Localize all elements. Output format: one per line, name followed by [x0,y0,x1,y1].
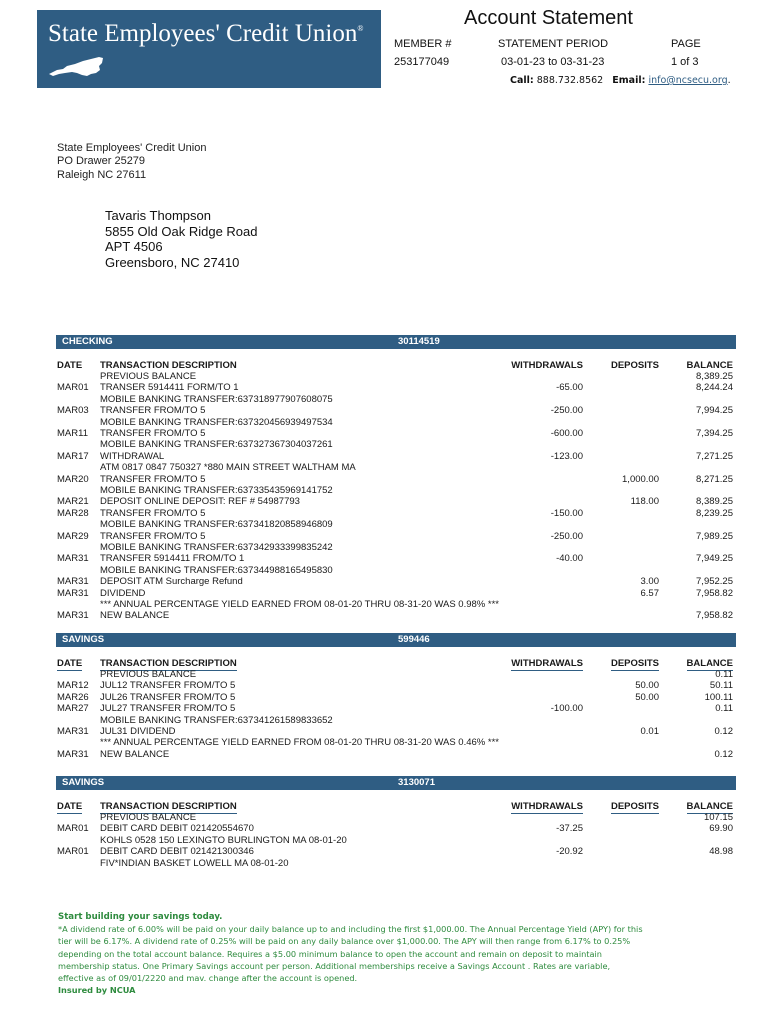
transaction-date: MAR31 [57,553,89,565]
transaction-balance: 0.12 [714,748,733,760]
email-label: Email: [612,75,646,86]
transaction-row [57,835,737,847]
transaction-description: TRANSER 5914411 FORM/TO 1 [100,382,239,394]
transaction-date: MAR27 [57,703,89,715]
transaction-date: MAR31 [57,610,89,622]
transaction-description: PREVIOUS BALANCE [100,812,197,823]
transaction-balance: 8,389.25 [696,496,733,508]
transaction-withdrawal: -150.00 [550,507,583,519]
transaction-row [57,565,737,577]
transaction-description: WITHDRAWAL [100,450,165,462]
transaction-row [57,553,737,565]
transaction-deposit: 6.57 [640,587,659,599]
transaction-date: MAR31 [57,748,89,760]
member-number-label: MEMBER # [394,38,452,50]
transaction-description: JUL31 DIVIDEND [100,726,176,737]
page-label: PAGE [671,38,701,50]
transaction-date: MAR28 [57,507,89,519]
transaction-balance: 7,952.25 [696,576,733,588]
transaction-withdrawal: -65.00 [556,382,583,394]
column-deposits: DEPOSITS [610,658,659,669]
transaction-description: DEPOSIT ATM Surcharge Refund [100,576,243,588]
transaction-description: KOHLS 0528 150 LEXINGTO BURLINGTON MA 08-01-20 [100,834,347,846]
statement-title: Account Statement [464,7,633,29]
section-name: CHECKING [62,336,113,347]
transaction-date: MAR12 [57,680,89,692]
transaction-withdrawal: -20.92 [556,846,583,858]
return-address-line-2: PO Drawer 25279 [57,155,146,167]
column-balance: BALANCE [686,360,733,371]
transaction-description: MOBILE BANKING TRANSFER:637344988165495830 [100,564,333,576]
statement-period-value: 03-01-23 to 03-31-23 [501,56,605,68]
transaction-description: FIV*INDIAN BASKET LOWELL MA 08-01-20 [100,857,289,869]
transaction-description: MOBILE BANKING TRANSFER:637335435969141752 [100,485,333,496]
transaction-deposit: 50.00 [635,691,659,703]
section-name: SAVINGS [62,777,105,788]
column-withdrawals: WITHDRAWALS [511,658,583,669]
transaction-row [57,588,737,600]
email-suffix: . [727,75,731,86]
column-deposits: DEPOSITS [610,360,659,371]
transaction-date: MAR03 [57,405,89,417]
transaction-deposit: 0.01 [640,726,659,737]
transaction-description: TRANSFER FROM/TO 5 [100,530,206,542]
column-deposits: DEPOSITS [610,801,659,812]
transaction-balance: 7,394.25 [696,428,733,439]
transaction-row [57,382,737,394]
recipient-unit: APT 4506 [105,239,163,254]
recipient-name: Tavaris Thompson [105,208,211,223]
transaction-balance: 7,949.25 [696,553,733,565]
transaction-date: MAR01 [57,846,89,858]
transaction-date: MAR21 [57,496,89,508]
savings-disclosure [58,911,648,996]
transaction-description: NEW BALANCE [100,748,170,760]
transaction-description: TRANSFER FROM/TO 5 [100,428,206,439]
transaction-date: MAR01 [57,382,89,394]
call-number: 888.732.8562 [536,75,604,86]
transaction-row [57,485,737,497]
transaction-row [57,417,737,429]
recipient-street: 5855 Old Oak Ridge Road [105,224,258,239]
insured-note: Insured by NCUA [58,985,136,996]
transaction-description: JUL12 TRANSFER FROM/TO 5 [100,680,236,692]
transaction-date: MAR31 [57,576,89,588]
transaction-row [57,749,737,761]
column-date: DATE [57,360,83,371]
transaction-balance: 69.90 [709,823,733,835]
transaction-balance: 7,994.25 [696,405,733,417]
transaction-withdrawal: -250.00 [550,405,583,417]
transaction-row [57,439,737,451]
column-date: DATE [57,658,83,669]
transaction-description: JUL26 TRANSFER FROM/TO 5 [100,691,236,703]
transaction-description: MOBILE BANKING TRANSFER:637342933399835242 [100,542,333,553]
page-value: 1 of 3 [671,56,699,68]
column-withdrawals: WITHDRAWALS [511,360,583,371]
transaction-description: MOBILE BANKING TRANSFER:637341261589833652 [100,714,333,726]
transaction-row [57,715,737,727]
member-number-value: 253177049 [394,56,450,68]
transaction-balance: 107.15 [703,812,733,823]
transaction-row [57,462,737,474]
transaction-withdrawal: -250.00 [550,530,583,542]
transaction-description: ATM 0817 0847 750327 *880 MAIN STREET WALTHAM MA [100,462,356,474]
transaction-description: NEW BALANCE [100,610,170,622]
transaction-row [57,542,737,554]
transaction-balance: 50.11 [709,680,733,692]
disclosure-body: *A dividend rate of 6.00% will be paid on your daily balance up to and including the first $1,000.00. The Annual Percentage Yield (APY) for this tier will be 6.17%. A dividend rate of 0.25% will be paid on any daily balance over $1,000.00. The APY will then range from 6.17% to 0.25% depending on the total account balance. Requires a $5.00 minimum balance to open the account and remain on deposit to maintain membership status. One Primary Savings account per person. Additional memberships receive a Savings Account . Rates are variable, effective as of 09/01/2220 and mav. change after the account is opened. [58,924,643,984]
transaction-row [57,812,737,824]
transaction-withdrawal: -100.00 [550,703,583,715]
transaction-description: DIVIDEND [100,587,146,599]
return-address-line-3: Raleigh NC 27611 [57,169,147,181]
column-balance: BALANCE [686,801,733,812]
transaction-balance: 48.98 [709,846,733,858]
transaction-balance: 8,271.25 [696,473,733,485]
transaction-balance: 7,958.82 [696,610,733,622]
column-withdrawals: WITHDRAWALS [511,801,583,812]
column-description: TRANSACTION DESCRIPTION [100,658,237,669]
transaction-row [57,371,737,383]
column-description: TRANSACTION DESCRIPTION [100,360,237,371]
transaction-balance: 100.11 [704,691,733,703]
transaction-date: MAR20 [57,473,89,485]
transaction-description: MOBILE BANKING TRANSFER:637327367304037261 [100,439,333,451]
transaction-deposit: 50.00 [635,680,659,692]
transaction-date: MAR11 [57,428,88,439]
transaction-row [57,394,737,406]
transaction-balance: 7,958.82 [696,587,733,599]
nc-state-map-icon [47,54,105,78]
transaction-balance: 0.11 [715,669,733,680]
transaction-row [57,531,737,543]
section-name: SAVINGS [62,634,105,645]
transaction-withdrawal: -600.00 [550,428,583,439]
brand-logo-text: State Employees' Credit Union® [48,20,364,47]
contact-line [510,75,731,86]
transaction-row [57,474,737,486]
transaction-withdrawal: -40.00 [556,553,583,565]
transaction-row [57,669,737,681]
transaction-date: MAR31 [57,726,89,737]
transaction-description: DEBIT CARD DEBIT 021421300346 [100,846,254,858]
transaction-description: PREVIOUS BALANCE [100,371,197,382]
transaction-description: MOBILE BANKING TRANSFER:637341820858946809 [100,519,333,531]
transaction-description: TRANSFER FROM/TO 5 [100,507,206,519]
transaction-row [57,496,737,508]
transaction-withdrawal: -37.25 [556,823,583,835]
transaction-balance: 7,271.25 [696,450,733,462]
transaction-balance: 0.11 [715,703,733,715]
transaction-date: MAR29 [57,530,89,542]
transaction-row [57,737,737,749]
transaction-description: *** ANNUAL PERCENTAGE YIELD EARNED FROM 08-01-20 THRU 08-31-20 WAS 0.46% *** [100,737,499,749]
transaction-row [57,451,737,463]
call-label: Call: [510,75,534,86]
recipient-city: Greensboro, NC 27410 [105,255,240,270]
transaction-date: MAR01 [57,823,89,835]
transaction-row [57,703,737,715]
transaction-row [57,692,737,704]
transaction-description: TRANSFER 5914411 FROM/TO 1 [100,553,245,565]
section-account-number: 599446 [398,634,430,645]
transaction-deposit: 1,000.00 [622,473,659,485]
transaction-description: TRANSFER FROM/TO 5 [100,405,206,417]
transaction-balance: 7,989.25 [696,530,733,542]
column-date: DATE [57,801,83,812]
column-description: TRANSACTION DESCRIPTION [100,801,237,812]
transaction-row [57,599,737,611]
transaction-row [57,858,737,870]
disclosure-headline: Start building your savings today. [58,912,223,922]
transaction-balance: 0.12 [714,726,733,737]
transaction-deposit: 3.00 [640,576,659,588]
email-link[interactable]: info@ncsecu.org [648,75,728,86]
transaction-date: MAR17 [57,450,89,462]
transaction-description: MOBILE BANKING TRANSFER:637318977907608075 [100,393,333,405]
transaction-date: MAR26 [57,691,89,703]
transaction-date: MAR31 [57,587,89,599]
column-balance: BALANCE [686,658,733,669]
transaction-description: DEBIT CARD DEBIT 021420554670 [100,823,254,835]
section-bar-1 [56,633,736,647]
transaction-deposit: 118.00 [630,496,659,508]
transaction-description: *** ANNUAL PERCENTAGE YIELD EARNED FROM 08-01-20 THRU 08-31-20 WAS 0.98% *** [100,599,499,610]
transaction-row [57,846,737,858]
transaction-description: PREVIOUS BALANCE [100,669,197,680]
transaction-row [57,680,737,692]
return-address-line-1: State Employees' Credit Union [57,142,207,154]
section-bar-0 [56,335,736,349]
transaction-description: MOBILE BANKING TRANSFER:637320456939497534 [100,416,333,428]
transaction-row [57,405,737,417]
transaction-description: DEPOSIT ONLINE DEPOSIT: REF # 54987793 [100,496,300,508]
transaction-row [57,519,737,531]
transaction-balance: 8,239.25 [696,507,733,519]
transaction-withdrawal: -123.00 [550,450,583,462]
section-account-number: 3130071 [398,777,435,788]
transaction-balance: 8,244.24 [696,382,733,394]
section-account-number: 30114519 [398,336,440,347]
transaction-balance: 8,389.25 [696,371,733,382]
transaction-row [57,726,737,738]
transaction-row [57,428,737,440]
transaction-row [57,610,737,622]
transaction-row [57,823,737,835]
transaction-row [57,576,737,588]
transaction-description: JUL27 TRANSFER FROM/TO 5 [100,703,236,715]
transaction-description: TRANSFER FROM/TO 5 [100,473,206,485]
section-bar-2 [56,776,736,790]
statement-period-label: STATEMENT PERIOD [498,38,609,50]
transaction-row [57,508,737,520]
